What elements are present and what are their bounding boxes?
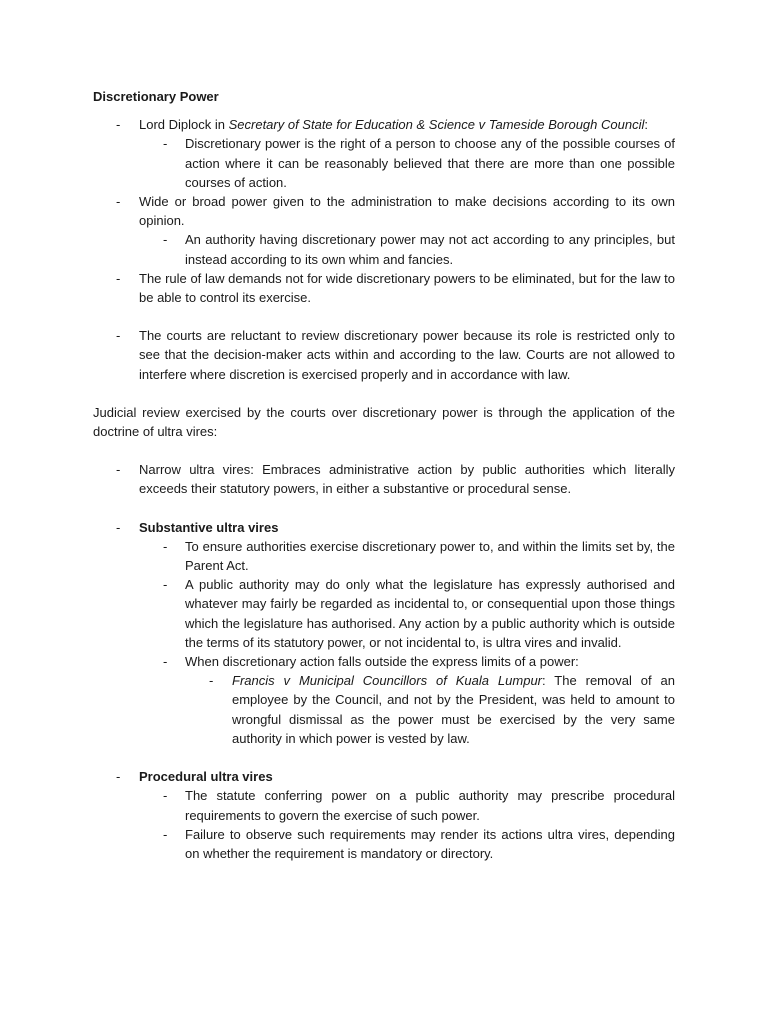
document-body	[93, 87, 675, 863]
sub-bullet-failure-observe	[93, 825, 675, 863]
bullet-text: The rule of law demands not for wide discretionary powers to be eliminated, but for the law to be able to control its exercise.	[139, 270, 675, 306]
sub-bullet-definition	[93, 134, 675, 192]
sub-bullet-text: Failure to observe such requirements may render its actions ultra vires, depending on whether the requirement is mandatory or directory.	[185, 826, 675, 861]
case-text: : The removal of an employee by the Council, and not by the President, was held to amount to wrongful dismissal as the power must be exercised by the very same authority in which power is vested by law.	[232, 673, 675, 746]
bullet-dash: -	[116, 117, 121, 133]
sub-bullet-text: A public authority may do only what the legislature has expressly authorised and whatever may fairly be regarded as incidental to, or consequential upon those things which the legislature has authorised. Any action by a public authority which is outside the terms of its statutory power, or not incidental to, is ultra vires and invalid.	[185, 577, 675, 650]
bullet-dash: -	[163, 136, 168, 152]
bullet-lord-diplock	[93, 115, 675, 134]
bullet-dash: -	[163, 826, 168, 842]
sub-bullet-text: An authority having discretionary power may not act according to any principles, but instead according to its own whim and fancies.	[185, 232, 675, 267]
bullet-dash: -	[163, 654, 168, 670]
sub-bullet-text: To ensure authorities exercise discretionary power to, and within the limits set by, the Parent Act.	[185, 538, 675, 574]
bullet-rule-of-law	[93, 269, 675, 307]
subsection-title: Procedural ultra vires	[139, 769, 273, 785]
sub-bullet-whim	[93, 230, 675, 268]
bullet-wide-power	[93, 192, 675, 230]
bullet-procedural-ultra-vires	[93, 767, 675, 786]
bullet-substantive-ultra-vires	[93, 518, 675, 537]
bullet-dash: -	[163, 232, 168, 248]
bullet-dash: -	[116, 270, 121, 286]
sub-bullet-text: The statute conferring power on a public authority may prescribe procedural requirements to govern the exercise of such power.	[185, 788, 675, 823]
bullet-lead-text: Lord Diplock in	[139, 117, 229, 133]
sub-bullet-public-authority	[93, 575, 675, 652]
sub-bullet-text: When discretionary action falls outside the express limits of a power:	[185, 654, 579, 670]
bullet-colon: :	[644, 117, 648, 133]
bullet-text: The courts are reluctant to review discretionary power because its role is restricted only to see that the decision-maker acts within and according to the law. Courts are not allowed to interfere where discretion is exercised properly and in accordance with law.	[139, 328, 675, 382]
bullet-dash: -	[163, 538, 168, 554]
bullet-dash: -	[116, 328, 121, 344]
bullet-courts-reluctant	[93, 326, 675, 384]
sub-bullet-text: Discretionary power is the right of a person to choose any of the possible courses of action where it can be reasonably believed that there are more than one possible courses of action.	[185, 136, 675, 190]
bullet-narrow-ultra-vires	[93, 460, 675, 498]
case-francis	[93, 671, 675, 748]
bullet-text: Wide or broad power given to the administration to make decisions according to its own opinion.	[139, 194, 675, 229]
sub-bullet-statute-procedure	[93, 786, 675, 824]
subsection-title: Substantive ultra vires	[139, 519, 279, 535]
judicial-review-paragraph: Judicial review exercised by the courts over discretionary power is through the application of the doctrine of ultra vires:	[93, 404, 675, 440]
section-heading: Discretionary Power	[93, 89, 219, 104]
bullet-dash: -	[163, 788, 168, 804]
sub-bullet-express-limits	[93, 652, 675, 671]
bullet-dash: -	[163, 577, 168, 593]
bullet-dash: -	[209, 673, 214, 689]
sub-bullet-parent-act	[93, 537, 675, 575]
bullet-text: Narrow ultra vires: Embraces administrative action by public authorities which literally exceeds their statutory powers, in either a substantive or procedural sense.	[139, 462, 675, 497]
bullet-dash: -	[116, 194, 121, 210]
bullet-dash: -	[116, 462, 121, 478]
bullet-dash: -	[116, 519, 121, 535]
bullet-dash: -	[116, 769, 121, 785]
case-citation: Francis v Municipal Councillors of Kuala Lumpur	[232, 673, 543, 689]
case-citation: Secretary of State for Education & Science v Tameside Borough Council	[228, 117, 645, 133]
